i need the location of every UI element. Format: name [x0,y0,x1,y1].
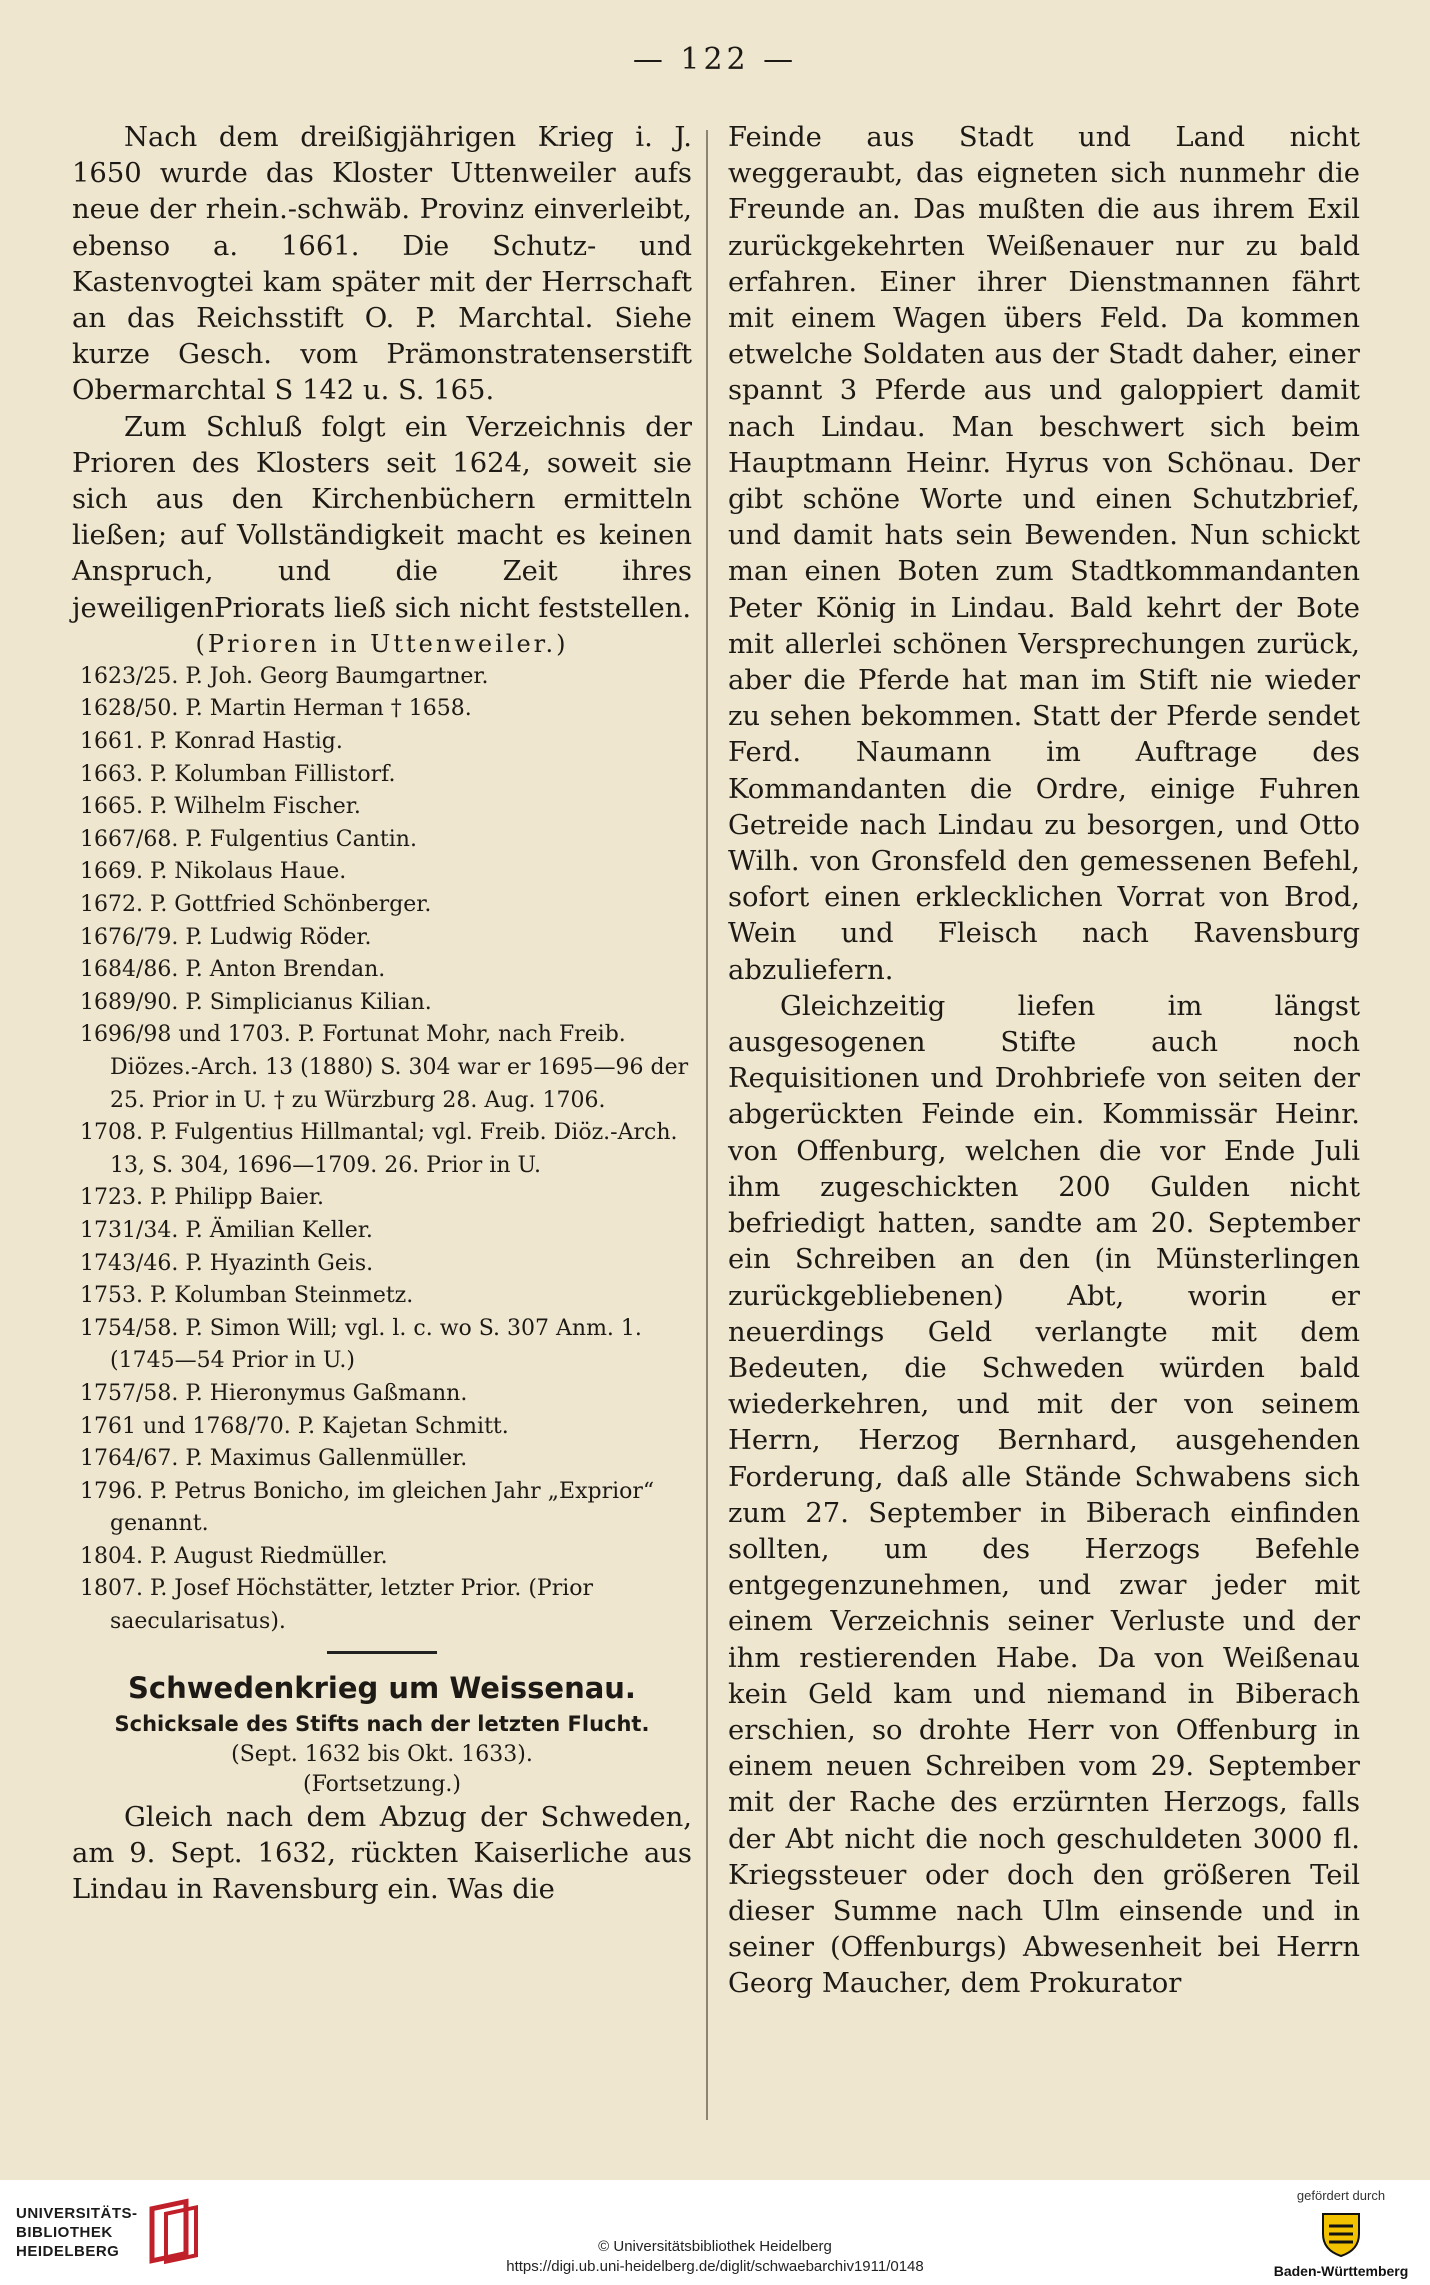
viewer-footer [0,2180,1430,2285]
prior-entry: 1804. P. August Riedmüller. [80,1543,388,1569]
right-column [728,120,1360,2003]
library-line: HEIDELBERG [16,2243,120,2260]
prior-entry: 1672. P. Gottfried Schönberger. [80,892,432,917]
funded-by-label: gefördert durch [1296,2188,1386,2203]
prior-entry: 1661. P. Konrad Hastig. [80,729,343,755]
section-subtitle: Schicksale des Stifts nach der letzten Flucht. [114,1711,650,1736]
funder-name: Baden-Württemberg [1273,2263,1409,2279]
prior-entry: 1731/34. P. Ämilian Keller. [80,1217,373,1243]
prior-entry: 1623/25. P. Joh. Georg Baumgartner. [80,663,489,689]
section-title: Schwedenkrieg um Weissenau. [128,1670,636,1705]
intro-paragraph-1: Nach dem dreißigjährigen Krieg i. J. 1650 wurde das Kloster Uttenweiler aufs neue der rhein.-schwäb. Provinz einverleibt, ebenso a. 1661. Die Schutz- und Kastenvogtei kam später mit der Herrschaft an das Reichsstift O. P. Marchtal. Siehe kurze Gesch. vom Prämonstratenserstift Obermarchtal S 142 u. S. 165. [72,122,692,407]
prior-entry: 1723. P. Philipp Baier. [80,1185,324,1211]
prior-entry: 1764/67. P. Maximus Gallenmüller. [80,1446,468,1472]
column-divider [706,130,708,2120]
section-paragraph: Gleich nach dem Abzug der Schweden, am 9. Sept. 1632, rückten Kaiserliche aus Lindau in Ravensburg ein. Was die [72,1801,692,1906]
prior-entry: 1628/50. P. Martin Herman † 1658. [80,696,472,722]
page-number: — 122 — [632,42,798,77]
prior-entry: 1796. P. Petrus Bonicho, im gleichen Jahr „Exprior“ genannt. [80,1478,655,1537]
priors-heading: (Prioren in Uttenweiler.) [195,629,569,658]
prior-entry: 1757/58. P. Hieronymus Gaßmann. [80,1380,468,1406]
section-dates: (Sept. 1632 bis Okt. 1633). [231,1741,533,1767]
prior-entry: 1761 und 1768/70. P. Kajetan Schmitt. [80,1413,509,1439]
prior-entry: 1807. P. Josef Höchstätter, letzter Prior. (Prior saecularisatus). [80,1576,594,1635]
intro-paragraph-2: Zum Schluß folgt ein Verzeichnis der Prioren des Klosters seit 1624, soweit sie sich aus den Kirchenbüchern ermitteln ließen; auf Vollständigkeit macht es keinen Anspruch, und die Zeit ihres jeweiligenPriorats ließ sich nicht feststellen. [72,411,692,624]
prior-entry: 1708. P. Fulgentius Hillmantal; vgl. Freib. Diöz.-Arch. 13, S. 304, 1696—1709. 26. Prior in U. [80,1120,678,1178]
prior-entry: 1667/68. P. Fulgentius Cantin. [80,826,417,852]
prior-entry: 1689/90. P. Simplicianus Kilian. [80,989,432,1015]
prior-entry: 1696/98 und 1703. P. Fortunat Mohr, nach Freib. Diözes.-Arch. 13 (1880) S. 304 war er 1695—96 der 25. Prior in U. † zu Würzburg 28. Aug. 1706. [80,1022,689,1113]
left-column [72,120,692,1908]
right-paragraph-1: Feinde aus Stadt und Land nicht weggeraubt, das eigneten sich nunmehr die Freunde an. Das mußten die aus ihrem Exil zurückgekehrten Weißenauer nur zu bald erfahren. Einer ihrer Dienstmannen fährt mit einem Wagen übers Feld. Da kommen etwelche Soldaten aus der Stadt daher, einer spannt 3 Pferde aus und galoppiert damit nach Lindau. Man beschwert sich beim Hauptmann Heinr. Hyrus von Schönau. Der gibt schöne Worte und einen Schutzbrief, und damit hats sein Bewenden. Nun schickt man einen Boten zum Stadtkommandanten Peter König in Lindau. Bald kehrt der Bote mit allerlei schönen Versprechungen zurück, aber die Pferde hat man im Stift nie wieder zu sehen bekommen. Statt der Pferde sendet Ferd. Naumann im Auftrage des Kommandanten die Ordre, einige Fuhren Getreide nach Lindau zu besorgen, und Otto Wilh. von Gronsfeld den gemessenen Befehl, sofort einen erklecklichen Vorrat von Brod, Wein und Fleisch nach Ravensburg abzuliefern. [728,122,1360,986]
library-line: BIBLIOTHEK [16,2224,113,2241]
library-line: UNIVERSITÄTS- [16,2205,138,2222]
right-paragraph-2: Gleichzeitig liefen im längst ausgesogenen Stifte auch noch Requisitionen und Drohbriefe von seiten der abgerückten Feinde ein. Kommissär Heinr. von Offenburg, welchen die vor Ende Juli ihm zugeschickten 200 Gulden nicht befriedigt hatten, sandte am 20. September ein Schreiben an den (in Münsterlingen zurückgebliebenen) Abt, worin er neuerdings Geld verlangte mit dem Bedeuten, die Schweden würden bald wiederkehren, und mit der von seinem Herrn, Herzog Bernhard, ausgehenden Forderung, daß alle Stände Schwabens sich zum 27. September in Biberach einfinden sollten, um des Herzogs Befehle entgegenzunehmen, und zwar jeder mit einem Verzeichnis seiner Verluste und der ihm restierenden Habe. Da von Weißenau kein Geld kam und niemand in Biberach erschien, so drohte Herr von Offenburg in einem neuen Schreiben vom 29. September mit der Rache des erzürnten Herzogs, falls der Abt nicht die noch geschuldeten 3000 fl. Kriegssteuer oder doch den größeren Teil dieser Summe nach Ulm einsende und in seiner (Offenburgs) Abwesenheit bei Herrn Georg Maucher, dem Prokurator [728,990,1360,2000]
prior-entry: 1663. P. Kolumban Fillistorf. [80,761,396,787]
prior-entry: 1669. P. Nikolaus Haue. [80,859,347,885]
coat-of-arms-icon [1319,2210,1363,2258]
prior-entry: 1743/46. P. Hyazinth Geis. [80,1250,374,1276]
prior-entry: 1665. P. Wilhelm Fischer. [80,794,361,820]
prior-entry: 1753. P. Kolumban Steinmetz. [80,1283,414,1309]
funder-logo[interactable] [1266,2188,1416,2283]
prior-entry: 1676/79. P. Ludwig Röder. [80,924,372,950]
section-divider [327,1651,437,1654]
prior-entry: 1684/86. P. Anton Brendan. [80,957,386,983]
source-url-link[interactable]: https://digi.ub.uni-heidelberg.de/diglit/schwaebarchiv1911/0148 [506,2258,924,2275]
prior-entry: 1754/58. P. Simon Will; vgl. l. c. wo S. 307 Anm. 1. (1745—54 Prior in U.) [80,1315,642,1374]
section-continued: (Fortsetzung.) [303,1771,461,1797]
copyright-text: © Universitätsbibliothek Heidelberg [598,2238,832,2255]
priors-list [72,661,692,1639]
